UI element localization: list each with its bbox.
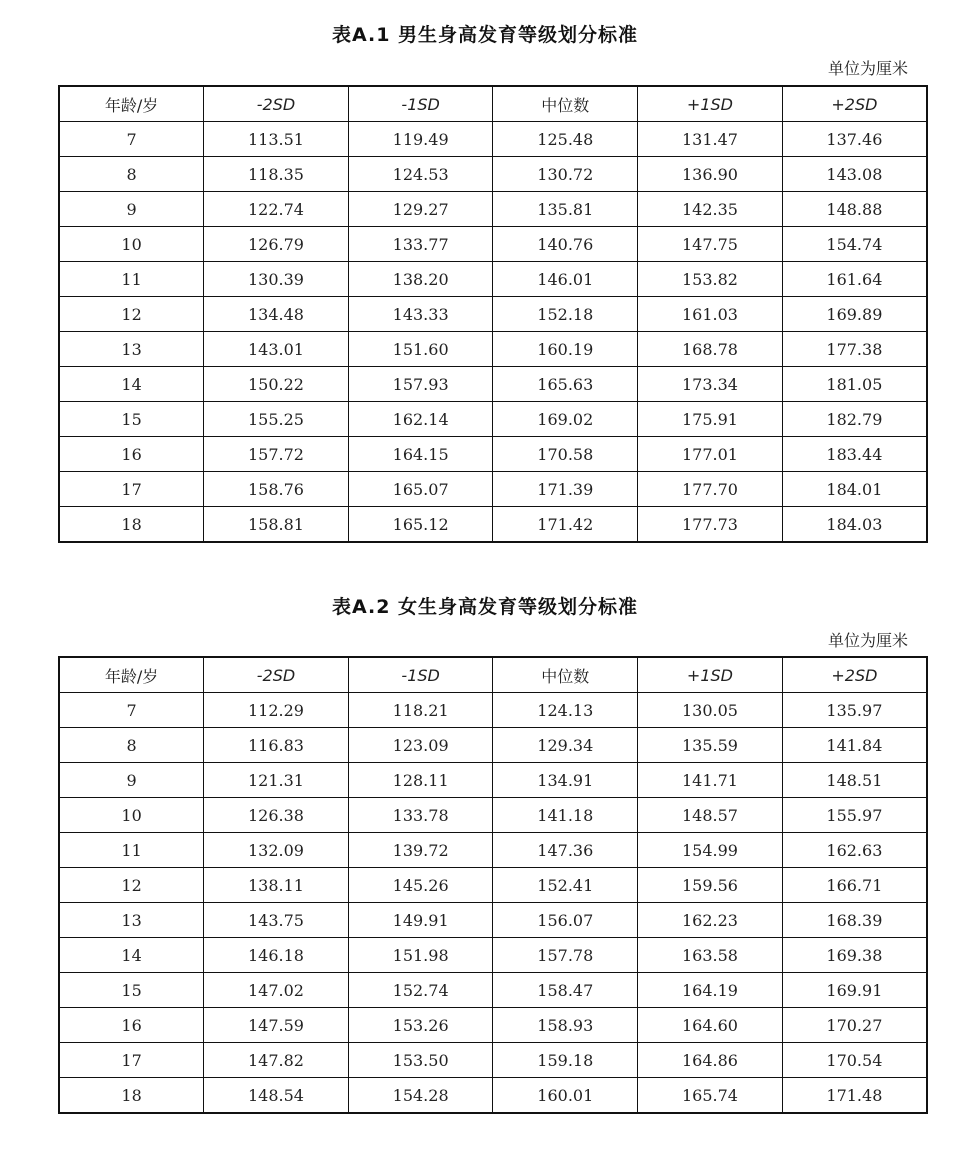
value-cell: 147.75 [638, 227, 783, 262]
table-row [59, 507, 927, 543]
age-cell: 10 [59, 227, 204, 262]
table-row [59, 297, 927, 332]
column-header: 中位数 [493, 657, 638, 693]
value-cell: 177.73 [638, 507, 783, 543]
age-cell: 18 [59, 507, 204, 543]
value-cell: 153.26 [348, 1008, 493, 1043]
value-cell: 136.90 [638, 157, 783, 192]
value-cell: 164.60 [638, 1008, 783, 1043]
column-header: -1SD [348, 657, 493, 693]
value-cell: 162.23 [638, 903, 783, 938]
table-row [59, 973, 927, 1008]
value-cell: 169.02 [493, 402, 638, 437]
value-cell: 165.12 [348, 507, 493, 543]
table-row [59, 332, 927, 367]
table-row [59, 402, 927, 437]
value-cell: 150.22 [204, 367, 349, 402]
value-cell: 162.63 [782, 833, 927, 868]
age-cell: 9 [59, 763, 204, 798]
value-cell: 168.78 [638, 332, 783, 367]
female-height-table [58, 656, 928, 1114]
value-cell: 153.50 [348, 1043, 493, 1078]
value-cell: 157.93 [348, 367, 493, 402]
age-cell: 13 [59, 332, 204, 367]
value-cell: 148.57 [638, 798, 783, 833]
value-cell: 147.02 [204, 973, 349, 1008]
value-cell: 138.11 [204, 868, 349, 903]
table-row [59, 868, 927, 903]
age-cell: 10 [59, 798, 204, 833]
value-cell: 130.39 [204, 262, 349, 297]
value-cell: 134.91 [493, 763, 638, 798]
value-cell: 161.03 [638, 297, 783, 332]
value-cell: 170.27 [782, 1008, 927, 1043]
value-cell: 116.83 [204, 728, 349, 763]
value-cell: 135.97 [782, 693, 927, 728]
value-cell: 177.38 [782, 332, 927, 367]
header-row [59, 86, 927, 122]
value-cell: 135.59 [638, 728, 783, 763]
value-cell: 151.98 [348, 938, 493, 973]
value-cell: 143.01 [204, 332, 349, 367]
table1-title: 表A.1 男生身高发育等级划分标准 [331, 24, 639, 46]
value-cell: 169.38 [782, 938, 927, 973]
table-row [59, 1043, 927, 1078]
value-cell: 113.51 [204, 122, 349, 157]
table-row [59, 833, 927, 868]
table-row [59, 763, 927, 798]
value-cell: 166.71 [782, 868, 927, 903]
value-cell: 182.79 [782, 402, 927, 437]
value-cell: 141.18 [493, 798, 638, 833]
age-cell: 7 [59, 693, 204, 728]
value-cell: 152.41 [493, 868, 638, 903]
value-cell: 126.38 [204, 798, 349, 833]
value-cell: 161.64 [782, 262, 927, 297]
age-cell: 7 [59, 122, 204, 157]
table-row [59, 367, 927, 402]
value-cell: 124.13 [493, 693, 638, 728]
value-cell: 153.82 [638, 262, 783, 297]
value-cell: 152.74 [348, 973, 493, 1008]
value-cell: 175.91 [638, 402, 783, 437]
value-cell: 165.07 [348, 472, 493, 507]
value-cell: 157.78 [493, 938, 638, 973]
value-cell: 129.34 [493, 728, 638, 763]
table-row [59, 693, 927, 728]
age-cell: 16 [59, 1008, 204, 1043]
value-cell: 139.72 [348, 833, 493, 868]
value-cell: 146.01 [493, 262, 638, 297]
value-cell: 155.25 [204, 402, 349, 437]
value-cell: 171.48 [782, 1078, 927, 1114]
header-row [59, 657, 927, 693]
value-cell: 132.09 [204, 833, 349, 868]
value-cell: 129.27 [348, 192, 493, 227]
value-cell: 164.86 [638, 1043, 783, 1078]
value-cell: 184.01 [782, 472, 927, 507]
table2-title: 表A.2 女生身高发育等级划分标准 [331, 596, 639, 618]
column-header: +2SD [782, 657, 927, 693]
value-cell: 163.58 [638, 938, 783, 973]
table-row [59, 938, 927, 973]
value-cell: 158.81 [204, 507, 349, 543]
value-cell: 157.72 [204, 437, 349, 472]
value-cell: 118.35 [204, 157, 349, 192]
value-cell: 147.82 [204, 1043, 349, 1078]
value-cell: 141.71 [638, 763, 783, 798]
value-cell: 130.72 [493, 157, 638, 192]
value-cell: 154.99 [638, 833, 783, 868]
age-cell: 11 [59, 262, 204, 297]
value-cell: 184.03 [782, 507, 927, 543]
value-cell: 158.76 [204, 472, 349, 507]
value-cell: 148.88 [782, 192, 927, 227]
age-cell: 11 [59, 833, 204, 868]
value-cell: 170.54 [782, 1043, 927, 1078]
value-cell: 148.54 [204, 1078, 349, 1114]
value-cell: 143.33 [348, 297, 493, 332]
column-header: 年龄/岁 [59, 86, 204, 122]
value-cell: 160.01 [493, 1078, 638, 1114]
value-cell: 152.18 [493, 297, 638, 332]
value-cell: 154.74 [782, 227, 927, 262]
age-cell: 9 [59, 192, 204, 227]
value-cell: 148.51 [782, 763, 927, 798]
age-cell: 12 [59, 868, 204, 903]
table-row [59, 192, 927, 227]
value-cell: 149.91 [348, 903, 493, 938]
value-cell: 118.21 [348, 693, 493, 728]
column-header: -2SD [204, 86, 349, 122]
value-cell: 141.84 [782, 728, 927, 763]
value-cell: 133.78 [348, 798, 493, 833]
table-row [59, 798, 927, 833]
value-cell: 160.19 [493, 332, 638, 367]
column-header: 中位数 [493, 86, 638, 122]
value-cell: 158.47 [493, 973, 638, 1008]
value-cell: 164.15 [348, 437, 493, 472]
table2-unit-note: 单位为厘米 [827, 631, 908, 650]
table-row [59, 1078, 927, 1114]
age-cell: 15 [59, 402, 204, 437]
value-cell: 126.79 [204, 227, 349, 262]
value-cell: 177.70 [638, 472, 783, 507]
value-cell: 125.48 [493, 122, 638, 157]
age-cell: 8 [59, 728, 204, 763]
value-cell: 168.39 [782, 903, 927, 938]
value-cell: 143.75 [204, 903, 349, 938]
value-cell: 181.05 [782, 367, 927, 402]
age-cell: 14 [59, 367, 204, 402]
table-row [59, 728, 927, 763]
value-cell: 146.18 [204, 938, 349, 973]
value-cell: 134.48 [204, 297, 349, 332]
value-cell: 133.77 [348, 227, 493, 262]
value-cell: 147.36 [493, 833, 638, 868]
table-row [59, 157, 927, 192]
value-cell: 169.91 [782, 973, 927, 1008]
table-row [59, 122, 927, 157]
value-cell: 155.97 [782, 798, 927, 833]
value-cell: 142.35 [638, 192, 783, 227]
value-cell: 137.46 [782, 122, 927, 157]
value-cell: 170.58 [493, 437, 638, 472]
value-cell: 171.42 [493, 507, 638, 543]
value-cell: 128.11 [348, 763, 493, 798]
value-cell: 162.14 [348, 402, 493, 437]
value-cell: 122.74 [204, 192, 349, 227]
value-cell: 147.59 [204, 1008, 349, 1043]
value-cell: 143.08 [782, 157, 927, 192]
value-cell: 119.49 [348, 122, 493, 157]
value-cell: 112.29 [204, 693, 349, 728]
value-cell: 169.89 [782, 297, 927, 332]
table-row [59, 472, 927, 507]
table-row [59, 1008, 927, 1043]
column-header: 年龄/岁 [59, 657, 204, 693]
value-cell: 164.19 [638, 973, 783, 1008]
table-row [59, 903, 927, 938]
value-cell: 165.74 [638, 1078, 783, 1114]
value-cell: 130.05 [638, 693, 783, 728]
age-cell: 16 [59, 437, 204, 472]
value-cell: 131.47 [638, 122, 783, 157]
table-row [59, 437, 927, 472]
age-cell: 17 [59, 472, 204, 507]
value-cell: 124.53 [348, 157, 493, 192]
male-height-table [58, 85, 928, 543]
column-header: +1SD [638, 657, 783, 693]
value-cell: 183.44 [782, 437, 927, 472]
value-cell: 151.60 [348, 332, 493, 367]
value-cell: 173.34 [638, 367, 783, 402]
column-header: +1SD [638, 86, 783, 122]
table-row [59, 227, 927, 262]
age-cell: 18 [59, 1078, 204, 1114]
value-cell: 159.56 [638, 868, 783, 903]
value-cell: 138.20 [348, 262, 493, 297]
column-header: +2SD [782, 86, 927, 122]
column-header: -1SD [348, 86, 493, 122]
value-cell: 159.18 [493, 1043, 638, 1078]
age-cell: 8 [59, 157, 204, 192]
age-cell: 12 [59, 297, 204, 332]
age-cell: 13 [59, 903, 204, 938]
value-cell: 154.28 [348, 1078, 493, 1114]
table-row [59, 262, 927, 297]
table1-unit-note: 单位为厘米 [827, 59, 908, 78]
value-cell: 140.76 [493, 227, 638, 262]
value-cell: 123.09 [348, 728, 493, 763]
age-cell: 14 [59, 938, 204, 973]
column-header: -2SD [204, 657, 349, 693]
value-cell: 145.26 [348, 868, 493, 903]
value-cell: 135.81 [493, 192, 638, 227]
value-cell: 121.31 [204, 763, 349, 798]
age-cell: 17 [59, 1043, 204, 1078]
value-cell: 158.93 [493, 1008, 638, 1043]
age-cell: 15 [59, 973, 204, 1008]
value-cell: 171.39 [493, 472, 638, 507]
value-cell: 165.63 [493, 367, 638, 402]
value-cell: 156.07 [493, 903, 638, 938]
value-cell: 177.01 [638, 437, 783, 472]
